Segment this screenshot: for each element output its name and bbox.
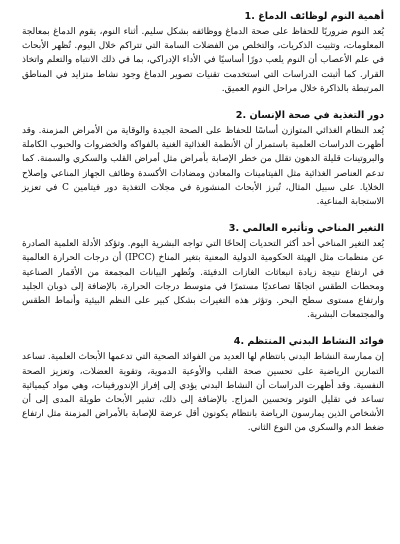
section-paragraph: يُعد النوم ضروريًا للحفاظ على صحة الدماغ ووظائفه بشكل سليم. أثناء النوم، يقوم الدماغ بمعالجة المعلومات، وتثبيت الذكريات، والتخلص من الفضلات السامة التي تتراكم خلال اليوم. تُظهر الأبحاث في علم الأعصاب أن النوم يلعب دورًا أساسيًا في الأداء الإدراكي، بما في ذلك الانتباه والتعلم واتخاذ القرار. كما أثبتت الدراسات التي استخدمت تقنيات تصوير الدماغ وجود نشاط متزايد في المناطق المرتبطة بالذاكرة خلال مراحل النوم العميق.: [22, 27, 384, 94]
section-paragraph: يُعد التغير المناخي أحد أكثر التحديات إلحاحًا التي تواجه البشرية اليوم. وتؤكد الأدلة العلمية الصادرة عن منظمات مثل الهيئة الحكومية الدولية المعنية بتغير المناخ (IPCC) أن درجات الحرارة العالمية في ارتفاع نتيجة زيادة انبعاثات الغازات الدفيئة. وتُظهر البيانات المجمعة من الأقمار الصناعية ومحطات الطقس اتجاهًا تصاعديًا مستمرًا في متوسط درجات الحرارة، بالإضافة إلى ذوبان الجليد وارتفاع مستوى سطح البحر. وتؤثر هذه التغيرات بشكل كبير على النظم البيئية وأنماط الطقس والمجتمعات البشرية.: [22, 239, 384, 321]
section-exercise: [22, 335, 384, 435]
section-sleep: [22, 10, 384, 96]
section-paragraph: إن ممارسة النشاط البدني بانتظام لها العديد من الفوائد الصحية التي تدعمها الأبحاث العلمية. تساعد التمارين الرياضية على تحسين صحة القلب والأوعية الدموية، وتقوية العضلات، وتعزيز الصحة النفسية. وقد أظهرت الدراسات أن النشاط البدني يؤدي إلى إفراز الإندورفينات، وهي مواد كيميائية تساعد في تقليل التوتر وتحسين المزاج. بالإضافة إلى ذلك، تشير الأبحاث طويلة المدى إلى أن الأشخاص الذين يمارسون الرياضة بانتظام يكونون أقل عرضة للإصابة بالأمراض المزمنة مثل ارتفاع ضغط الدم والسكري من النوع الثاني.: [22, 352, 384, 434]
section-climate: [22, 222, 384, 322]
section-heading: التغير المناخي وتأثيره العالمي .3: [228, 223, 384, 235]
section-nutrition: [22, 109, 384, 209]
section-heading: فوائد النشاط البدني المنتظم .4: [233, 336, 384, 348]
section-heading: دور التغذية في صحة الإنسان .2: [235, 110, 384, 122]
section-heading: أهمية النوم لوظائف الدماغ .1: [244, 11, 384, 22]
section-paragraph: يُعد النظام الغذائي المتوازن أساسًا للحفاظ على الصحة الجيدة والوقاية من الأمراض المزمنة. وقد أظهرت الدراسات العلمية باستمرار أن الأنظمة الغذائية الغنية بالفواكه والخضروات والحبوب الكاملة والبروتينات قليلة الدهون تقلل من خطر الإصابة بأمراض مثل أمراض القلب والسكري والسمنة. كما تدعم العناصر الغذائية مثل الفيتامينات والمعادن ومضادات الأكسدة وظائف الجهاز المناعي وإصلاح الخلايا. على سبيل المثال، تُبرز الأبحاث المنشورة في مجلات التغذية دور فيتامين C في تعزيز الاستجابة المناعية.: [22, 126, 384, 208]
